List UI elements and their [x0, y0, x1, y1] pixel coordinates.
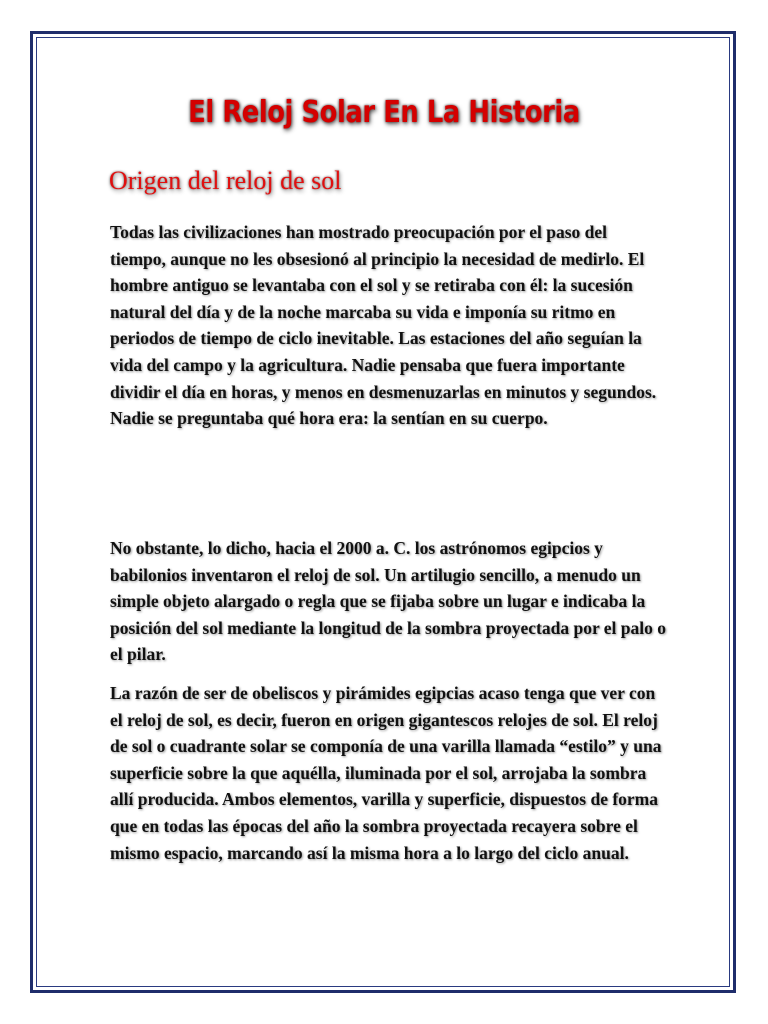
paragraph-3: La razón de ser de obeliscos y pirámides egipcias acaso tenga que ver con el reloj de sol, es decir, fueron en origen gigantescos relojes de sol. El reloj de sol o cuadrante solar se componía de una varilla llamada “estilo” y una superficie sobre la que aquélla, iluminada por el sol, arrojaba la sombra allí producida. Ambos elementos, varilla y superficie, dispuestos de forma que en todas las épocas del año la sombra proyectada recayera sobre el mismo espacio, marcando así la misma hora a lo largo del ciclo anual.	[110, 683, 662, 863]
section-heading: Origen del reloj de sol	[109, 166, 342, 195]
paragraph-1: Todas las civilizaciones han mostrado preocupación por el paso del tiempo, aunque no les obsesionó al principio la necesidad de medirlo. El hombre antiguo se levantaba con el sol y se retiraba con él: la sucesión natural del día y de la noche marcaba su vida e imponía su ritmo en periodos de tiempo de ciclo inevitable. Las estaciones del año seguían la vida del campo y la agricultura. Nadie pensaba que fuera importante dividir el día en horas, y menos en desmenuzarlas en minutos y segundos. Nadie se preguntaba qué hora era: la sentían en su cuerpo.	[110, 222, 657, 429]
paragraph-2: No obstante, lo dicho, hacia el 2000 a. C. los astrónomos egipcios y babilonios inventaron el reloj de sol. Un artilugio sencillo, a menudo un simple objeto alargado o regla que se fijaba sobre un lugar e indicaba la posición del sol mediante la longitud de la sombra proyectada por el palo o el pilar.	[110, 538, 666, 665]
document-title: El Reloj Solar En La Historia	[188, 95, 580, 130]
